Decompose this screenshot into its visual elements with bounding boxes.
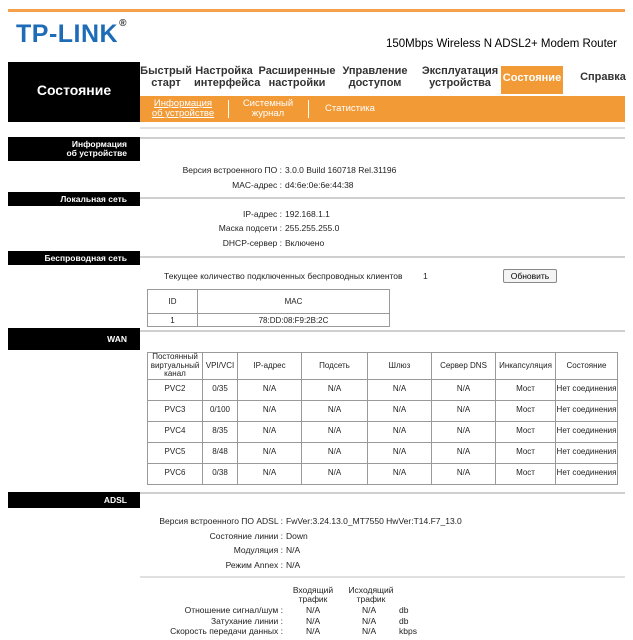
table-row [148, 421, 618, 442]
nav-interface-setup[interactable]: Настройка интерфейса [194, 65, 261, 89]
adsl-fw-label: Версия встроенного ПО ADSL : [159, 516, 283, 526]
adsl-fw-value: FwVer:3.24.13.0_MT7550 HwVer:T14.F7_13.0 [286, 516, 462, 526]
table-cell: Мост [496, 400, 556, 421]
data-rate-down-value: N/A [306, 626, 321, 636]
divider [140, 576, 625, 578]
table-cell: PVC4 [148, 421, 203, 442]
model-name: 150Mbps Wireless N ADSL2+ Modem Router [385, 38, 617, 50]
line-state-label: Состояние линии : [209, 531, 283, 541]
wireless-clients-table [147, 289, 390, 327]
snr-label: Отношение сигнал/шум : [184, 605, 283, 615]
nav-maintenance[interactable]: Эксплуатация устройства [421, 65, 499, 89]
table-cell: Мост [496, 442, 556, 463]
table-cell: N/A [238, 463, 302, 484]
data-rate-up-value: N/A [362, 626, 377, 636]
nav-advanced-setup[interactable]: Расширенные настройки [258, 65, 336, 89]
attenuation-up-value: N/A [362, 616, 377, 626]
page-title: Состояние [36, 82, 112, 98]
table-header: Сервер DNS [432, 353, 496, 380]
table-cell: N/A [432, 442, 496, 463]
nav-access-management[interactable]: Управление доступом [342, 65, 408, 89]
subnav-device-info[interactable]: Информация об устройстве [151, 98, 215, 119]
line-state-value: Down [286, 531, 308, 541]
table-cell: Нет соединения [556, 400, 618, 421]
table-cell: 1 [148, 314, 198, 327]
dhcp-label: DHCP-сервер : [222, 238, 282, 248]
section-label-adsl: ADSL [8, 494, 131, 507]
annex-label: Режим Annex : [225, 560, 283, 570]
table-row [148, 379, 618, 400]
dhcp-value: Включено [285, 238, 325, 248]
table-cell: N/A [238, 379, 302, 400]
fw-version-value: 3.0.0 Build 160718 Rel.31196 [285, 165, 397, 175]
attenuation-unit: db [399, 616, 409, 626]
wireless-clients-count: 1 [423, 271, 428, 281]
table-cell: Мост [496, 379, 556, 400]
attenuation-label: Затухание линии : [211, 616, 283, 626]
table-cell: 0/38 [203, 463, 238, 484]
table-cell: PVC6 [148, 463, 203, 484]
table-cell: N/A [302, 379, 368, 400]
subnav-system-log[interactable]: Системный журнал [242, 98, 294, 119]
table-header: Шлюз [368, 353, 432, 380]
nav-status[interactable]: Состояние [501, 66, 563, 94]
table-cell: Нет соединения [556, 463, 618, 484]
top-accent-stripe [8, 9, 625, 12]
section-label-wan: WAN [8, 333, 131, 346]
table-cell: N/A [432, 463, 496, 484]
table-header: Подсеть [302, 353, 368, 380]
table-cell: 0/35 [203, 379, 238, 400]
table-cell: N/A [302, 463, 368, 484]
snr-unit: db [399, 605, 409, 615]
table-cell: N/A [238, 442, 302, 463]
table-cell: Нет соединения [556, 379, 618, 400]
table-header: VPI/VCI [203, 353, 238, 380]
modulation-label: Модуляция : [233, 545, 283, 555]
subnav-statistics[interactable]: Статистика [325, 103, 375, 114]
table-cell: PVC2 [148, 379, 203, 400]
refresh-button[interactable]: Обновить [503, 269, 557, 283]
table-cell: Мост [496, 421, 556, 442]
table-cell: N/A [302, 421, 368, 442]
data-rate-unit: kbps [399, 626, 417, 636]
table-cell: N/A [368, 442, 432, 463]
table-header: Инкапсуляция [496, 353, 556, 380]
annex-value: N/A [286, 560, 301, 570]
table-cell: N/A [368, 379, 432, 400]
snr-down-value: N/A [306, 605, 321, 615]
table-cell: PVC3 [148, 400, 203, 421]
table-cell: N/A [238, 421, 302, 442]
table-cell: N/A [368, 463, 432, 484]
table-row [148, 442, 618, 463]
snr-up-value: N/A [362, 605, 377, 615]
table-cell: Мост [496, 463, 556, 484]
lan-mask-value: 255.255.255.0 [285, 223, 340, 233]
section-rule [140, 137, 625, 139]
section-rule [140, 492, 625, 494]
table-header: Постоянный виртуальный канал [148, 353, 203, 380]
table-cell: N/A [302, 442, 368, 463]
table-cell: 0/100 [203, 400, 238, 421]
table-cell: Нет соединения [556, 442, 618, 463]
lan-mask-label: Маска подсети : [218, 223, 282, 233]
table-cell: Нет соединения [556, 421, 618, 442]
section-rule [140, 256, 625, 258]
downstream-header: Входящий трафик [292, 585, 334, 604]
table-cell: N/A [368, 400, 432, 421]
subnav-separator [228, 100, 229, 118]
table-row [148, 463, 618, 484]
table-cell: 78:DD:08:F9:2B:2C [198, 314, 390, 327]
table-cell: N/A [432, 421, 496, 442]
sub-nav [140, 96, 625, 122]
tp-link-logo: TP-LINK® [16, 18, 127, 48]
section-label-lan: Локальная сеть [8, 193, 131, 206]
lan-ip-value: 192.168.1.1 [285, 209, 330, 219]
upstream-header: Исходящий трафик [348, 585, 394, 604]
table-cell: PVC5 [148, 442, 203, 463]
section-rule [140, 330, 625, 332]
section-rule [140, 197, 625, 199]
subnav-separator [308, 100, 309, 118]
nav-help[interactable]: Справка [580, 71, 626, 83]
table-cell: 8/35 [203, 421, 238, 442]
mac-label: MAC-адрес : [232, 180, 282, 190]
table-row [148, 400, 618, 421]
section-label-device-info: Информация об устройстве [8, 140, 131, 160]
divider [140, 127, 625, 129]
table-cell: 8/48 [203, 442, 238, 463]
table-cell: N/A [368, 421, 432, 442]
nav-quick-setup[interactable]: Быстрый старт [140, 65, 192, 89]
table-cell: N/A [432, 379, 496, 400]
data-rate-label: Скорость передачи данных : [170, 626, 283, 636]
table-cell: N/A [238, 400, 302, 421]
table-header: MAC [198, 290, 390, 314]
wan-table [147, 352, 618, 485]
table-cell: N/A [302, 400, 368, 421]
fw-version-label: Версия встроенного ПО : [182, 165, 282, 175]
table-cell: N/A [432, 400, 496, 421]
table-row [148, 314, 390, 327]
table-header: ID [148, 290, 198, 314]
attenuation-down-value: N/A [306, 616, 321, 626]
mac-value: d4:6e:0e:6e:44:38 [285, 180, 354, 190]
section-label-wireless: Беспроводная сеть [8, 252, 131, 265]
modulation-value: N/A [286, 545, 301, 555]
table-header: IP-адрес [238, 353, 302, 380]
table-header: Состояние [556, 353, 618, 380]
lan-ip-label: IP-адрес : [243, 209, 282, 219]
main-nav [140, 62, 625, 96]
wireless-clients-label: Текущее количество подключенных беспроводных клиентов [164, 271, 403, 281]
